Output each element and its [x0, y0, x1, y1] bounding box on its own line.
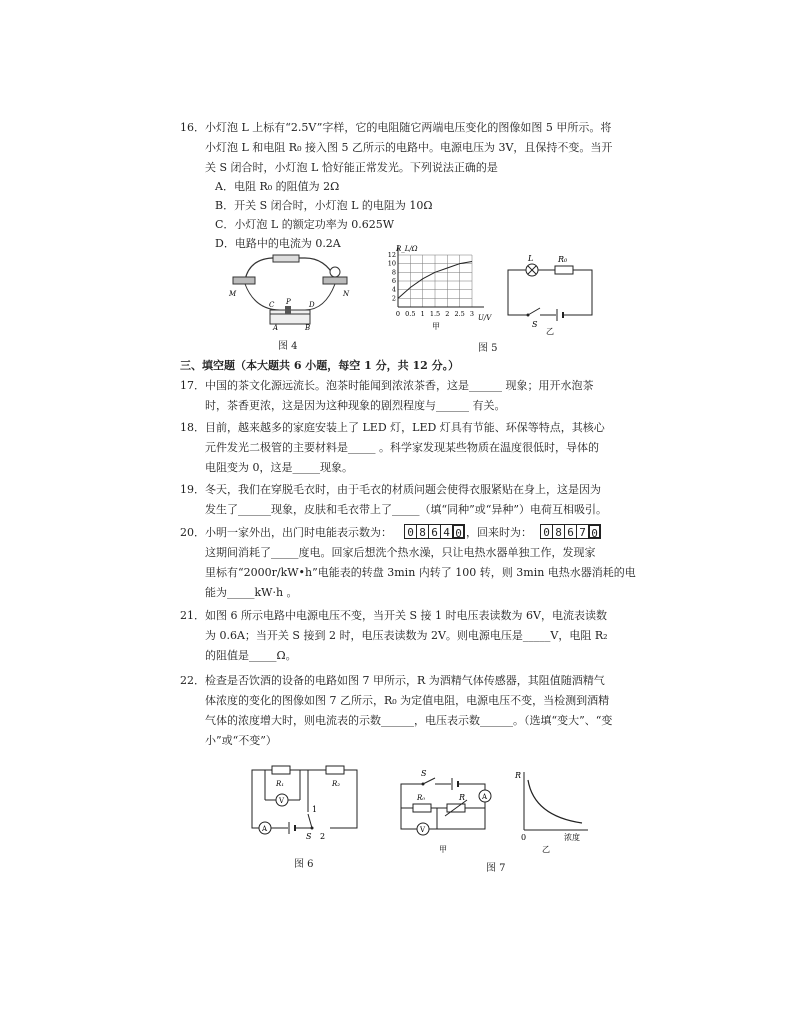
fig7-circuit-label-switch: S	[421, 769, 427, 778]
x-tick-label: 1.5	[429, 310, 441, 318]
q21-line1: 21．如图 6 所示电路中电源电压不变，当开关 S 接 1 时电压表读数为 6V，电流表读数	[180, 609, 607, 622]
fig7-circuit-label-r0: R₀	[417, 794, 426, 802]
q16-option-d[interactable]: D．电路中的电流为 0.2A	[215, 237, 341, 250]
q21-line2: 为 0.6A；当开关 S 接到 2 时，电压表读数为 2V。则电源电压是_____V，电阻 R₂	[205, 629, 608, 642]
fig6-label-r2: R₂	[332, 780, 341, 788]
chart-ylabel: R_L/Ω	[396, 245, 418, 253]
figure-6-circuit	[240, 762, 365, 842]
fig6-label-pos1: 1	[312, 805, 318, 814]
q22-line3: 气体的浓度增大时，则电流表的示数______，电压表示数______。（选填“变大”、“变	[205, 714, 613, 727]
meter-end-digit: 8	[552, 524, 565, 539]
q16-line1: 16．小灯泡 L 上标有“2.5V”字样，它的电阻随它两端电压变化的图像如图 5 甲所示。将	[180, 121, 612, 134]
fig5-circuit-label-lamp: L	[528, 254, 534, 263]
q18-line1: 18．目前，越来越多的家庭安装上了 LED 灯，LED 灯具有节能、环保等特点，其核心	[180, 421, 605, 434]
figure-7-circuit	[395, 766, 495, 856]
fig4-label-p: P	[286, 298, 291, 306]
fig7-graph-ylabel: R	[515, 771, 522, 780]
meter-start-decimal-digit: 0	[452, 524, 465, 539]
x-tick-label: 2	[445, 310, 450, 318]
y-tick-label: 4	[391, 285, 396, 294]
y-tick-label: 8	[391, 268, 396, 277]
fig4-caption: 图 4	[278, 341, 298, 352]
fig4-label-c: C	[269, 301, 275, 309]
chart-xlabel: U/V	[478, 314, 492, 322]
fig4-label-a: A	[273, 324, 279, 330]
q19-line1: 19．冬天，我们在穿脱毛衣时，由于毛衣的材质问题会使得衣服紧贴在身上，这是因为	[180, 483, 601, 496]
q18-line3: 电阻变为 0，这是_____现象。	[205, 461, 353, 474]
q20-line1-a: 20．小明一家外出，出门时电能表示数为：	[180, 526, 392, 539]
fig6-label-ammeter: A	[262, 825, 268, 833]
q21-line3: 的阻值是_____Ω。	[205, 649, 297, 662]
y-tick-label: 10	[387, 259, 396, 268]
fig5-caption: 图 5	[478, 343, 498, 354]
fig7-circuit-sub: 甲	[439, 845, 447, 854]
electricity-meter-end	[540, 524, 600, 539]
fig7-circuit-label-ammeter: A	[482, 793, 488, 801]
q22-line1: 22．检查是否饮酒的设备的电路如图 7 甲所示，R 为酒精气体传感器，其阻值随酒精气	[180, 674, 605, 687]
fig6-caption: 图 6	[294, 859, 314, 870]
fig7-circuit-label-voltmeter: V	[420, 826, 426, 834]
fig4-label-d: D	[309, 301, 315, 309]
meter-start-digit: 8	[416, 524, 429, 539]
fig6-label-r1: R₁	[276, 780, 285, 788]
q20-line4: 能为_____kW·h 。	[205, 586, 298, 599]
figure-7-graph	[512, 768, 592, 856]
q16-option-c[interactable]: C．小灯泡 L 的额定功率为 0.625W	[215, 218, 395, 231]
q20-line1-b: ，回来时为：	[466, 526, 532, 539]
y-tick-label: 2	[391, 294, 396, 303]
meter-end-decimal-digit: 0	[588, 524, 601, 539]
section-3-heading: 三、填空题（本大题共 6 小题，每空 1 分，共 12 分。）	[180, 359, 460, 372]
figure-4	[225, 250, 355, 330]
q16-line3: 关 S 闭合时，小灯泡 L 恰好能正常发光。下列说法正确的是	[205, 161, 498, 174]
meter-start-digit: 0	[404, 524, 417, 539]
figure-5-circuit	[500, 245, 600, 335]
fig7-graph-xlabel: 浓度	[564, 833, 580, 842]
fig7-graph-origin: 0	[521, 833, 527, 842]
meter-end-digit: 7	[576, 524, 589, 539]
q18-line2: 元件发光二极管的主要材料是_____ 。科学家发现某些物质在温度很低时，导体的	[205, 441, 599, 454]
y-tick-label: 12	[387, 251, 396, 259]
x-tick-label: 1	[420, 310, 425, 318]
electricity-meter-start	[404, 524, 464, 539]
q19-line2: 发生了______现象，皮肤和毛衣带上了_____（填“同种”或“异种”）电荷互相吸引。	[205, 503, 607, 516]
figure-5-graph	[378, 243, 496, 331]
fig5-circuit-sub: 乙	[546, 327, 554, 335]
fig6-label-pos2: 2	[320, 832, 326, 841]
x-tick-label: 0	[395, 310, 401, 318]
x-tick-label: 3	[469, 310, 475, 318]
fig4-label-b: B	[305, 324, 311, 330]
fig4-label-m: M	[229, 290, 237, 298]
fig5-graph-sub: 甲	[432, 322, 440, 331]
q16-line2: 小灯泡 L 和电阻 R₀ 接入图 5 乙所示的电路中。电源电压为 3V，且保持不变。当开	[205, 141, 613, 154]
q20-line2: 这期间消耗了_____度电。回家后想洗个热水澡，只让电热水器单独工作，发现家	[205, 546, 596, 559]
q16-option-b[interactable]: B．开关 S 闭合时，小灯泡 L 的电阻为 10Ω	[215, 199, 433, 212]
q16-option-a[interactable]: A．电阻 R₀ 的阻值为 2Ω	[215, 180, 340, 193]
meter-start-digit: 6	[428, 524, 441, 539]
q20-line3: 里标有“2000r/kW•h”电能表的转盘 3min 内转了 100 转，则 3min 电热水器消耗的电	[205, 566, 636, 579]
meter-end-digit: 0	[540, 524, 553, 539]
fig6-label-switch: S	[306, 832, 312, 841]
q22-line4: 小”或“不变”）	[205, 734, 277, 747]
fig5-circuit-label-r0: R₀	[558, 255, 568, 264]
fig5-circuit-label-switch: S	[532, 320, 538, 329]
x-tick-label: 2.5	[454, 310, 465, 318]
x-tick-label: 0.5	[405, 310, 416, 318]
meter-start-digit: 4	[440, 524, 453, 539]
fig4-label-n: N	[343, 290, 350, 298]
q22-line2: 体浓度的变化的图像如图 7 乙所示，R₀ 为定值电阻，电源电压不变，当检测到酒精	[205, 694, 610, 707]
fig7-graph-sub: 乙	[542, 845, 550, 854]
fig7-caption: 图 7	[486, 863, 506, 874]
meter-end-digit: 6	[564, 524, 577, 539]
fig6-label-voltmeter: V	[279, 797, 285, 805]
q17-line2: 时，茶香更浓，这是因为这种现象的剧烈程度与______ 有关。	[205, 399, 506, 412]
q17-line1: 17．中国的茶文化源远流长。泡茶时能闻到浓浓茶香，这是______ 现象；用开水泡茶	[180, 379, 594, 392]
fig7-circuit-label-r: R	[459, 793, 466, 802]
y-tick-label: 6	[391, 277, 396, 285]
